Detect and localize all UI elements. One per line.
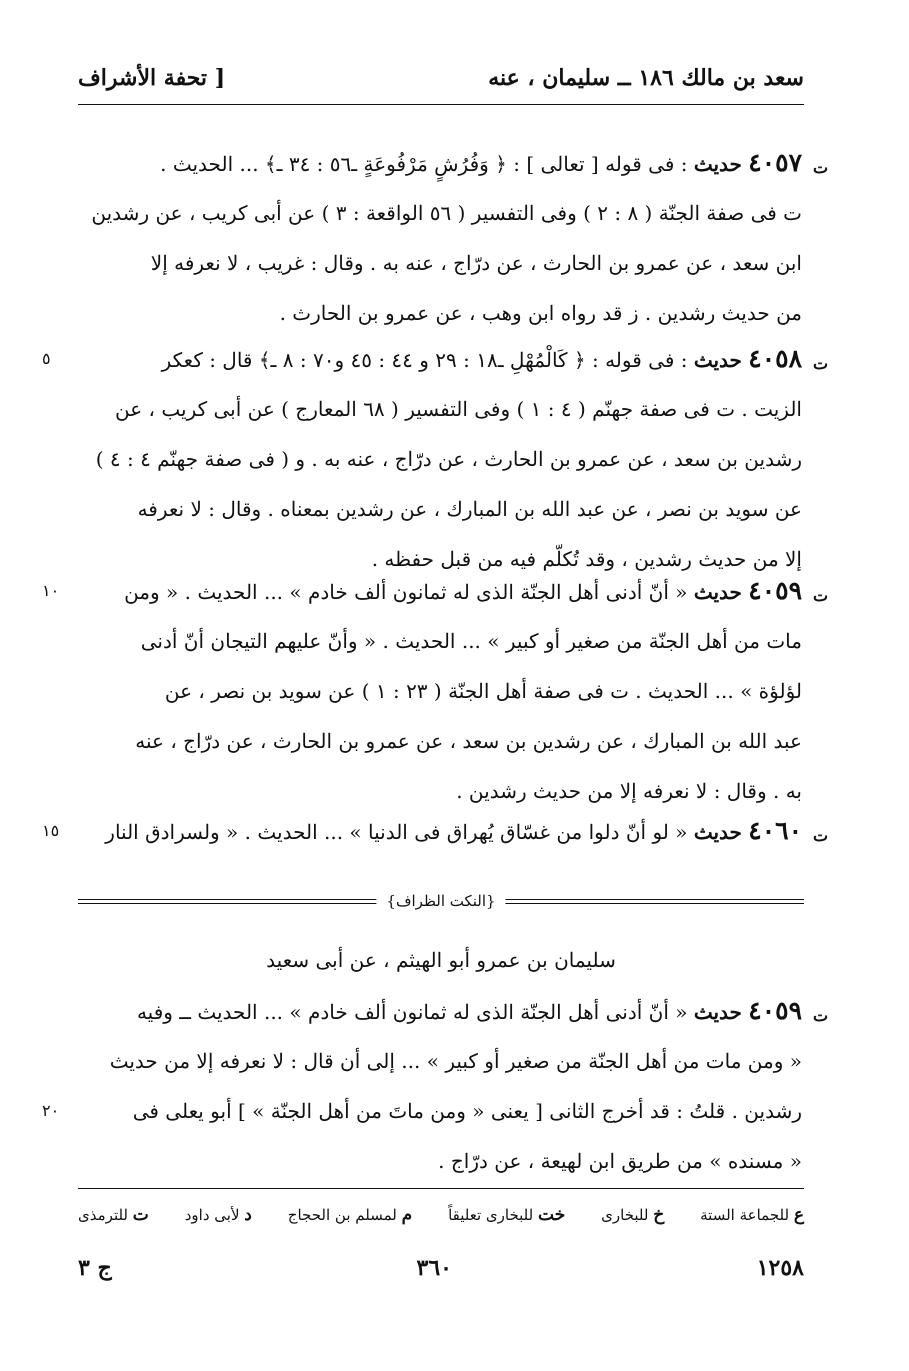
running-header	[78, 58, 804, 98]
hadith-label: حديث	[693, 152, 742, 176]
hadith-line	[40, 288, 830, 338]
hadith-line	[40, 238, 830, 288]
hadith-line	[40, 334, 830, 384]
hadith-label: حديث	[693, 1000, 742, 1024]
hadith-line	[40, 1086, 830, 1136]
header-rule	[78, 104, 804, 105]
page-footer	[78, 1248, 804, 1288]
hadith-number: ٤٠٦٠	[748, 816, 802, 845]
header-section-title: سعد بن مالك ١٨٦ ــ سليمان ، عنه	[488, 65, 804, 91]
hadith-number: ٤٠٥٩	[748, 576, 802, 605]
hadith-text: « أنّ أدنى أهل الجنّة الذى له ثمانون ألف خادم » ... الحديث ــ وفيه	[136, 1000, 688, 1024]
hadith-line	[40, 986, 830, 1036]
nukat-subtitle: سليمان بن عمرو أبو الهيثم ، عن أبى سعيد	[266, 948, 616, 972]
hadith-text: « أنّ أدنى أهل الجنّة الذى له ثمانون ألف خادم » ... الحديث . « ومن	[124, 580, 688, 604]
hadith-label: حديث	[693, 820, 742, 844]
hadith-text: من حديث رشدين . ز قد رواه ابن وهب ، عن عمرو بن الحارث .	[279, 301, 802, 325]
hadith-number: ٤٠٥٨	[748, 344, 802, 373]
hadith-text: « لو أنّ دلوا من غسّاق يُهراق فى الدنيا » ... الحديث . « ولسرادق النار	[105, 820, 688, 844]
header-book-title: [ تحفة الأشراف	[78, 65, 226, 91]
hadith-line	[40, 484, 830, 534]
hadith-text: عن سويد بن نصر ، عن عبد الله بن المبارك ، عن رشدين بمعناه . وقال : لا نعرفه	[137, 497, 802, 521]
sigla-marker: ت	[812, 826, 828, 845]
abbreviation-item: ت للترمذى	[78, 1205, 149, 1225]
hadith-line	[40, 138, 830, 188]
hadith-line	[40, 188, 830, 238]
hadith-text: ابن سعد ، عن عمرو بن الحارث ، عن درّاج ، عنه به . وقال : غريب ، لا نعرفه إلا	[150, 251, 802, 275]
hadith-text: ت فى صفة الجنّة ( ٨ : ٢ ) وفى التفسير ( ٥٦ الواقعة : ٣ ) عن أبى كريب ، عن رشدين	[91, 201, 802, 225]
sigla-marker: ت	[812, 354, 828, 373]
hadith-label: حديث	[693, 580, 742, 604]
hadith-text: « مسنده » من طريق ابن لهيعة ، عن درّاج .	[438, 1149, 802, 1173]
abbreviation-item: ع للجماعة الستة	[700, 1205, 804, 1225]
abbreviation-item: م لمسلم بن الحجاج	[287, 1205, 413, 1225]
hadith-line	[40, 1136, 830, 1186]
nukat-hadith-entry-4059	[40, 986, 830, 1186]
abbreviation-item: د لأبى داود	[184, 1205, 252, 1225]
footnote-rule	[78, 1188, 804, 1189]
margin-line-number: ١٠	[42, 581, 60, 600]
hadith-text: رشدين بن سعد ، عن عمرو بن الحارث ، عن درّاج ، عنه به . و ( فى صفة جهنّم ٤ : ٤ )	[95, 447, 802, 471]
hadith-line	[40, 384, 830, 434]
hadith-text: : فى قوله [ تعالى ] : ﴿ وَفُرُشٍ مَرْفُوعَةٍ ـ٥٦ : ٣٤ ـ﴾ ... الحديث .	[160, 152, 688, 176]
hadith-line	[40, 716, 830, 766]
hadith-entry-4058	[40, 334, 830, 584]
hadith-text: مات من أهل الجنّة من صغير أو كبير » ... الحديث . « وأنّ عليهم التيجان أنّ أدنى	[140, 629, 802, 653]
hadith-line	[40, 1036, 830, 1086]
hadith-text: إلا من حديث رشدين ، وقد تُكلّم فيه من قبل حفظه .	[371, 547, 802, 571]
hadith-number: ٤٠٥٧	[748, 148, 802, 177]
hadith-text: « ومن مات من أهل الجنّة من صغير أو كبير » ... إلى أن قال : لا نعرفه إلا من حديث	[109, 1049, 802, 1073]
margin-line-number: ٢٠	[42, 1101, 60, 1120]
hadith-text: الزيت . ت فى صفة جهنّم ( ٤ : ١ ) وفى التفسير ( ٦٨ المعارج ) عن أبى كريب ، عن	[115, 397, 802, 421]
section-divider	[78, 882, 804, 922]
hadith-text: لؤلؤة » ... الحديث . ت فى صفة أهل الجنّة ( ٢٣ : ١ ) عن سويد بن نصر ، عن	[164, 679, 802, 703]
hadith-line	[40, 566, 830, 616]
divider-label: {النكت الظراف}	[376, 888, 505, 914]
sigla-marker: ت	[812, 586, 828, 605]
hadith-line	[40, 434, 830, 484]
volume-number: ج ٣	[78, 1255, 112, 1281]
page-number: ٣٦٠	[416, 1255, 452, 1281]
abbreviation-item: خت للبخارى تعليقاً	[448, 1205, 566, 1225]
abbreviation-key	[78, 1198, 804, 1232]
sigla-marker: ت	[812, 1006, 828, 1025]
hadith-number: ٤٠٥٩	[748, 996, 802, 1025]
hadith-label: حديث	[693, 348, 742, 372]
hadith-line	[40, 616, 830, 666]
hadith-line	[40, 806, 830, 856]
hadith-line	[40, 666, 830, 716]
hadith-text: عبد الله بن المبارك ، عن رشدين بن سعد ، عن عمرو بن الحارث ، عن درّاج ، عنه	[135, 729, 802, 753]
sigla-marker: ت	[812, 158, 828, 177]
hadith-entry-4057	[40, 138, 830, 338]
hadith-text: : فى قوله : ﴿ كَالْمُهْلِ ـ١٨ : ٢٩ و ٤٤ : ٤٥ و٧٠ : ٨ ـ﴾ قال : كعكر	[161, 348, 688, 372]
hadith-entry-4060	[40, 806, 830, 856]
margin-line-number: ٥	[42, 349, 51, 368]
hadith-text: رشدين . قلتُ : قد أخرج الثانى [ يعنى « ومن ماتَ من أهل الجنّة » ] أبو يعلى فى	[132, 1099, 802, 1123]
abbreviation-item: خ للبخارى	[601, 1205, 665, 1225]
hadith-entry-4059	[40, 566, 830, 816]
hadith-text: به . وقال : لا نعرفه إلا من حديث رشدين .	[456, 779, 802, 803]
serial-number: ١٢٥٨	[756, 1255, 804, 1281]
margin-line-number: ١٥	[42, 821, 60, 840]
